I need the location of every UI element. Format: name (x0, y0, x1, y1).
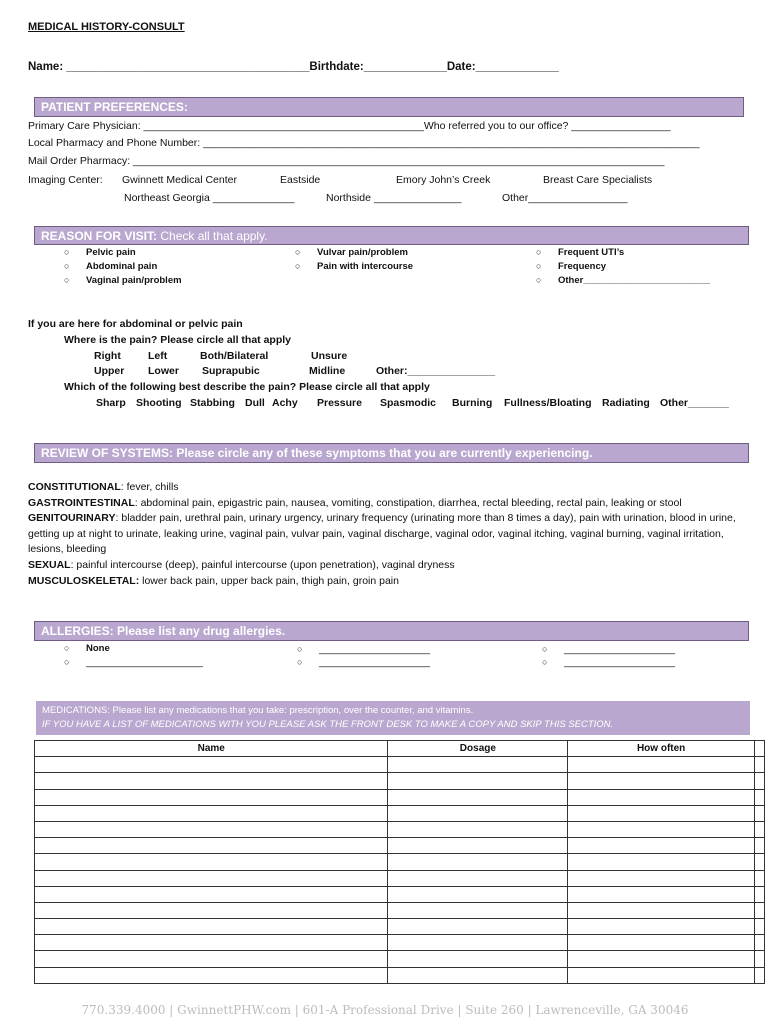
medication-entry-cell[interactable] (35, 821, 388, 837)
reason-option-other[interactable] (536, 275, 710, 286)
ros-symptoms[interactable]: : painful intercourse (deep), painful intercourse (upon penetration), vaginal dryness (70, 558, 455, 571)
ros-symptoms[interactable]: : abdominal pain, epigastric pain, nausea, vomiting, constipation, diarrhea, rectal bleeding, rectal pain, leaking or stool (134, 496, 682, 509)
medication-entry-cell[interactable] (568, 886, 755, 902)
ros-item[interactable] (28, 574, 743, 590)
pain-type-option[interactable]: Pressure (317, 397, 362, 409)
medication-entry-cell[interactable] (568, 757, 755, 773)
medication-entry-cell[interactable] (388, 757, 568, 773)
pain-describe-question: Which of the following best describe the pain? Please circle all that apply (64, 381, 430, 393)
imaging-option[interactable]: Other_________________ (502, 192, 628, 204)
ros-label: GASTROINTESTINAL (28, 496, 135, 509)
medication-entry-cell[interactable] (388, 886, 568, 902)
medication-entry-cell[interactable] (568, 773, 755, 789)
pain-type-option[interactable]: Shooting (136, 397, 182, 409)
medication-entry-cell[interactable] (388, 967, 568, 983)
pain-location-other[interactable]: Other:_______________ (376, 365, 496, 377)
medication-entry-cell[interactable] (35, 757, 388, 773)
checkbox-circle[interactable]: ○ (536, 247, 542, 257)
reason-option-vaginal[interactable] (64, 275, 182, 286)
table-edge-cell (754, 919, 764, 935)
table-row (35, 805, 765, 821)
medication-entry-cell[interactable] (388, 773, 568, 789)
column-header-how-often: How often (568, 741, 755, 757)
reason-label: Other________________________ (558, 275, 711, 286)
medication-entry-cell[interactable] (35, 919, 388, 935)
checkbox-circle[interactable]: ○ (542, 657, 548, 667)
table-edge-cell (754, 951, 764, 967)
pain-type-option[interactable]: Burning (452, 397, 493, 409)
checkbox-circle[interactable]: ○ (542, 644, 548, 654)
table-row (35, 870, 765, 886)
table-row (35, 935, 765, 951)
pain-location-option[interactable]: Left (148, 350, 168, 362)
ros-item[interactable] (28, 558, 743, 574)
medications-instructions: MEDICATIONS: Please list any medications that you take: prescription, over the counter, and vitamins. (42, 705, 474, 716)
column-header-dosage: Dosage (388, 741, 568, 757)
medication-entry-cell[interactable] (388, 919, 568, 935)
table-row (35, 821, 765, 837)
medication-entry-cell[interactable] (568, 870, 755, 886)
medication-entry-cell[interactable] (35, 951, 388, 967)
reason-option-abdominal[interactable] (64, 261, 157, 272)
medication-entry-cell[interactable] (568, 854, 755, 870)
reason-subheading: Check all that apply. (160, 229, 268, 243)
medication-entry-cell[interactable] (388, 935, 568, 951)
allergies-band (34, 621, 749, 641)
pain-type-option[interactable]: Sharp (96, 397, 126, 409)
medication-entry-cell[interactable] (568, 789, 755, 805)
medication-entry-cell[interactable] (568, 935, 755, 951)
medication-entry-cell[interactable] (388, 870, 568, 886)
reason-option-vulvar[interactable] (295, 247, 408, 258)
allergies-heading: ALLERGIES: Please list any drug allergies. (41, 624, 286, 638)
table-row (35, 757, 765, 773)
allergy-blank[interactable]: ___________________ (564, 656, 675, 668)
ros-label: MUSCULOSKELETAL: (28, 574, 140, 587)
pain-location-option[interactable]: Unsure (311, 350, 348, 362)
table-edge-cell (754, 789, 764, 805)
table-edge-cell (754, 838, 764, 854)
imaging-option[interactable]: Emory John’s Creek (396, 174, 491, 186)
table-edge-cell (754, 902, 764, 918)
name-birthdate-date-line[interactable]: Name: ______________________________________Birthdate:_____________Date:_____________ (28, 61, 559, 73)
patient-preferences-band (34, 97, 744, 117)
medication-entry-cell[interactable] (35, 886, 388, 902)
reason-heading: REASON FOR VISIT: (41, 229, 158, 243)
checkbox-circle[interactable]: ○ (536, 261, 542, 271)
pain-type-option[interactable]: Fullness/Bloating (504, 397, 592, 409)
medication-entry-cell[interactable] (568, 838, 755, 854)
imaging-option[interactable]: Northeast Georgia ______________ (124, 192, 295, 204)
checkbox-circle[interactable]: ○ (64, 247, 70, 257)
pain-location-option[interactable]: Lower (148, 365, 179, 377)
table-row (35, 854, 765, 870)
medication-entry-cell[interactable] (35, 902, 388, 918)
patient-preferences-heading: PATIENT PREFERENCES: (41, 100, 188, 114)
table-edge-cell (754, 741, 764, 757)
medications-copy-note: IF YOU HAVE A LIST OF MEDICATIONS WITH YOU PLEASE ASK THE FRONT DESK TO MAKE A COPY AND SKIP THIS SECTION. (42, 719, 614, 730)
medications-table (34, 740, 765, 984)
medication-entry-cell[interactable] (388, 902, 568, 918)
table-row (35, 838, 765, 854)
reason-label: Vaginal pain/problem (86, 275, 182, 286)
allergy-none-label: None (86, 643, 110, 654)
medications-body (35, 757, 765, 984)
allergy-entry[interactable] (297, 643, 430, 655)
table-row (35, 967, 765, 983)
reason-label: Pelvic pain (86, 247, 136, 258)
medication-entry-cell[interactable] (388, 854, 568, 870)
pain-location-option[interactable]: Midline (309, 365, 346, 377)
table-edge-cell (754, 757, 764, 773)
checkbox-circle[interactable]: ○ (536, 275, 542, 285)
checkbox-circle[interactable]: ○ (297, 657, 303, 667)
reason-option-uti[interactable] (536, 247, 624, 258)
medication-entry-cell[interactable] (388, 805, 568, 821)
pain-location-option[interactable]: Right (94, 350, 121, 362)
medication-entry-cell[interactable] (388, 789, 568, 805)
ros-symptoms[interactable]: : fever, chills (120, 481, 179, 493)
table-edge-cell (754, 805, 764, 821)
table-row (35, 886, 765, 902)
pain-type-other[interactable]: Other_______ (660, 397, 729, 409)
medication-entry-cell[interactable] (568, 805, 755, 821)
checkbox-circle[interactable]: ○ (64, 261, 70, 271)
table-edge-cell (754, 773, 764, 789)
table-row (35, 919, 765, 935)
table-row (35, 951, 765, 967)
pain-where-question: Where is the pain? Please circle all that apply (64, 334, 291, 346)
medication-entry-cell[interactable] (35, 870, 388, 886)
pain-type-option[interactable]: Spasmodic (380, 397, 437, 409)
medication-entry-cell[interactable] (35, 967, 388, 983)
reason-option-frequency[interactable] (536, 261, 606, 272)
medication-entry-cell[interactable] (35, 838, 388, 854)
pain-type-option[interactable]: Stabbing (190, 397, 235, 409)
ros-item[interactable] (28, 511, 743, 558)
ros-item[interactable] (28, 496, 743, 512)
checkbox-circle[interactable]: ○ (295, 261, 301, 271)
allergy-entry[interactable] (542, 656, 675, 668)
medication-entry-cell[interactable] (388, 951, 568, 967)
reason-label: Abdominal pain (86, 261, 158, 272)
table-row (35, 789, 765, 805)
allergy-entry[interactable] (297, 656, 430, 668)
reason-option-intercourse[interactable] (295, 261, 413, 272)
reason-option-pelvic[interactable] (64, 247, 136, 258)
table-row (35, 773, 765, 789)
medication-entry-cell[interactable] (388, 821, 568, 837)
allergy-entry[interactable] (542, 643, 675, 655)
pharmacy-field[interactable]: Local Pharmacy and Phone Number: _____________________________________________________________________________________ (28, 137, 700, 149)
pain-location-option[interactable]: Both/Bilateral (200, 350, 269, 362)
imaging-option[interactable]: Breast Care Specialists (543, 174, 653, 186)
reason-label: Vulvar pain/problem (317, 247, 408, 258)
imaging-option[interactable]: Gwinnett Medical Center (122, 174, 237, 186)
imaging-option[interactable]: Eastside (280, 174, 321, 186)
column-header-name: Name (35, 741, 388, 757)
reason-label: Frequent UTI’s (558, 247, 625, 258)
table-edge-cell (754, 870, 764, 886)
footer-contact: 770.339.4000 | GwinnettPHW.com | 601-A Professional Drive | Suite 260 | Lawrenceville, GA 30046 (81, 1003, 689, 1017)
reason-label: Frequency (558, 261, 607, 272)
ros-symptoms[interactable]: lower back pain, upper back pain, thigh pain, groin pain (139, 574, 399, 587)
medication-entry-cell[interactable] (568, 821, 755, 837)
table-edge-cell (754, 967, 764, 983)
ros-item[interactable] (28, 480, 743, 496)
pain-intro: If you are here for abdominal or pelvic pain (28, 318, 243, 330)
allergy-entry[interactable] (64, 656, 203, 668)
checkbox-circle[interactable]: ○ (297, 644, 303, 654)
medication-entry-cell[interactable] (388, 838, 568, 854)
mail-order-field[interactable]: Mail Order Pharmacy: ___________________________________________________________________________________________ (28, 155, 665, 167)
medication-entry-cell[interactable] (568, 967, 755, 983)
ros-symptoms[interactable]: : bladder pain, urethral pain, urinary urgency, urinary frequency (urinating more than 8 times a day), pain with urination, blood in urine, getting up at night to urinate, leaking urine, vaginal pain, vulvar pain, vaginal discharge, vaginal odor, vaginal itching, vaginal burning, vaginal irritation, lesions, bleeding (28, 512, 736, 556)
checkbox-circle[interactable]: ○ (64, 657, 70, 667)
allergy-blank[interactable]: ____________________ (86, 656, 203, 668)
form-title: MEDICAL HISTORY-CONSULT (28, 21, 185, 33)
medication-entry-cell[interactable] (35, 935, 388, 951)
ros-label: CONSTITUTIONAL (28, 481, 121, 493)
medication-entry-cell[interactable] (35, 789, 388, 805)
checkbox-circle[interactable]: ○ (64, 275, 70, 285)
table-edge-cell (754, 935, 764, 951)
imaging-option[interactable]: Northside _______________ (326, 192, 462, 204)
allergy-blank[interactable]: ___________________ (564, 643, 675, 655)
pcp-field[interactable]: Primary Care Physician: ________________________________________________Who referred you to our office? _________________ (28, 120, 671, 132)
medication-entry-cell[interactable] (35, 854, 388, 870)
table-row (35, 902, 765, 918)
pain-location-option[interactable]: Upper (94, 365, 125, 377)
review-of-systems-band (34, 443, 749, 463)
medication-entry-cell[interactable] (35, 773, 388, 789)
table-edge-cell (754, 854, 764, 870)
pain-type-option[interactable]: Dull (245, 397, 265, 409)
reason-label: Pain with intercourse (317, 261, 414, 272)
reason-for-visit-band (34, 226, 749, 245)
allergy-none-option[interactable] (64, 643, 110, 654)
ros-label: SEXUAL (28, 558, 71, 571)
medication-entry-cell[interactable] (568, 902, 755, 918)
allergy-blank[interactable]: ___________________ (319, 643, 430, 655)
ros-heading: REVIEW OF SYSTEMS: Please circle any of these symptoms that you are currently experiencing. (41, 446, 593, 460)
pain-type-option[interactable]: Radiating (602, 397, 650, 409)
allergy-blank[interactable]: ___________________ (319, 656, 430, 668)
pain-location-option[interactable]: Suprapubic (202, 365, 260, 377)
medication-entry-cell[interactable] (568, 951, 755, 967)
table-header-row (35, 741, 765, 757)
table-edge-cell (754, 821, 764, 837)
pain-type-option[interactable]: Achy (272, 397, 298, 409)
ros-label: GENITOURINARY (28, 512, 116, 525)
checkbox-circle[interactable]: ○ (295, 247, 301, 257)
medication-entry-cell[interactable] (35, 805, 388, 821)
medication-entry-cell[interactable] (568, 919, 755, 935)
table-edge-cell (754, 886, 764, 902)
medications-header (36, 701, 750, 735)
ros-list (28, 480, 743, 589)
checkbox-circle[interactable]: ○ (64, 643, 70, 653)
imaging-label: Imaging Center: (28, 174, 103, 186)
